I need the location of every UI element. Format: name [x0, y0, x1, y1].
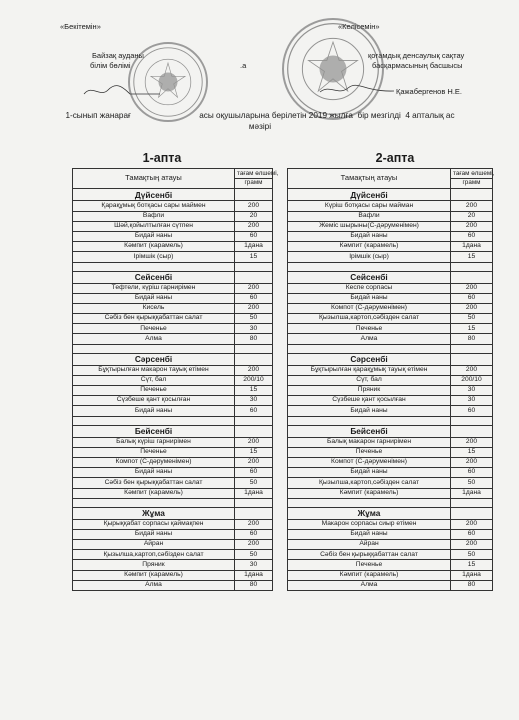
table-row: [288, 478, 493, 488]
spacer-row: [288, 344, 493, 353]
dish-quantity: 80: [235, 580, 273, 590]
dish-name: Қарақұмық ботқасы сары маймен: [73, 201, 235, 211]
dish-quantity: 20: [235, 211, 273, 221]
table-row: [73, 375, 273, 385]
dish-quantity: 200/10: [451, 375, 493, 385]
dish-quantity: 30: [235, 324, 273, 334]
table-row: [73, 478, 273, 488]
dish-name: Бидай наны: [288, 231, 451, 241]
dish-name: Сәбіз бен қырыққабаттан салат: [73, 478, 235, 488]
day-qty-blank: [451, 425, 493, 437]
dish-quantity: 30: [451, 396, 493, 406]
table-row: [73, 488, 273, 498]
table-row: [73, 570, 273, 580]
dish-name: Кеспе сорпасы: [288, 283, 451, 293]
day-row: [73, 425, 273, 437]
spacer-cell: [451, 416, 493, 425]
table-row: [73, 334, 273, 344]
seal-stamp-right: [282, 18, 384, 120]
dish-name: Қызылша,картоп,сәбізден салат: [288, 478, 451, 488]
dish-name: Кәмпит (карамель): [288, 242, 451, 252]
column-header-qty: тағам өлшемі,: [235, 169, 273, 179]
dish-name: Бидай наны: [288, 406, 451, 416]
spacer-row: [73, 262, 273, 271]
dish-name: Компот (С-дәруменімен): [288, 457, 451, 467]
table-row: [73, 386, 273, 396]
spacer-cell: [451, 344, 493, 353]
table-row: [288, 437, 493, 447]
dish-quantity: 60: [451, 231, 493, 241]
dish-quantity: 200: [451, 437, 493, 447]
dish-name: Бидай наны: [73, 529, 235, 539]
dish-quantity: 15: [235, 386, 273, 396]
dish-quantity: 200: [451, 283, 493, 293]
table-row: [73, 540, 273, 550]
column-header-name: Тамақтың атауы: [73, 169, 235, 189]
dish-quantity: 1дана: [235, 570, 273, 580]
dish-quantity: 80: [235, 334, 273, 344]
dish-quantity: 60: [235, 293, 273, 303]
dish-quantity: 80: [451, 580, 493, 590]
day-qty-blank: [235, 353, 273, 365]
dish-quantity: 50: [235, 314, 273, 324]
day-row: [288, 353, 493, 365]
left-org-line2: білім бөлімі: [90, 61, 131, 70]
table-row: [288, 221, 493, 231]
spacer-row: [73, 344, 273, 353]
dish-quantity: 60: [235, 468, 273, 478]
title-line1: 1-сынып жанарағ асы оқушыларына берілетін 2019 жылға бір мезгілді 4 апталық ас: [65, 111, 455, 120]
dish-quantity: 1дана: [451, 570, 493, 580]
dish-quantity: 60: [235, 529, 273, 539]
spacer-row: [288, 416, 493, 425]
left-org-line3: .а: [240, 61, 247, 70]
title-line2: мәзірі: [248, 122, 272, 131]
table-row: [288, 303, 493, 313]
dish-quantity: 200: [451, 303, 493, 313]
dish-name: Вафли: [73, 211, 235, 221]
spacer-row: [73, 416, 273, 425]
dish-quantity: 200: [451, 540, 493, 550]
table-row: [288, 211, 493, 221]
approve-left-label: «Бекітемін»: [60, 22, 101, 31]
table-header-row: [73, 169, 273, 179]
table-row: [288, 529, 493, 539]
spacer-cell: [288, 498, 451, 507]
table-row: [288, 283, 493, 293]
dish-name: Ірімшік (сыр): [288, 252, 451, 262]
dish-quantity: 80: [451, 334, 493, 344]
approval-left: [60, 22, 101, 32]
dish-name: Печенье: [73, 386, 235, 396]
dish-quantity: 60: [235, 406, 273, 416]
spacer-cell: [73, 262, 235, 271]
table-row: [288, 375, 493, 385]
column-unit: грамм: [451, 179, 493, 189]
dish-quantity: 15: [451, 252, 493, 262]
dish-quantity: 200: [451, 221, 493, 231]
table-row: [73, 283, 273, 293]
dish-quantity: 200: [235, 540, 273, 550]
table-row: [73, 221, 273, 231]
table-row: [288, 365, 493, 375]
approve-right-label: «Келісемін»: [338, 22, 380, 31]
day-qty-blank: [235, 189, 273, 201]
dish-quantity: 20: [451, 211, 493, 221]
dish-name: Бидай наны: [288, 468, 451, 478]
dish-name: Сүзбеше қант қосылған: [288, 396, 451, 406]
dish-quantity: 200: [235, 519, 273, 529]
dish-quantity: 30: [235, 396, 273, 406]
dish-quantity: 1дана: [235, 242, 273, 252]
table-row: [73, 406, 273, 416]
dish-name: Бидай наны: [288, 293, 451, 303]
dish-name: Бидай наны: [288, 529, 451, 539]
day-name: Бейсенбі: [73, 425, 235, 437]
dish-quantity: 60: [451, 406, 493, 416]
dish-name: Печенье: [288, 447, 451, 457]
table-row: [288, 570, 493, 580]
dish-quantity: 60: [451, 293, 493, 303]
dish-name: Шәй,қойылтылған сүтпен: [73, 221, 235, 231]
table-row: [288, 519, 493, 529]
spacer-cell: [73, 344, 235, 353]
day-qty-blank: [451, 271, 493, 283]
dish-quantity: 15: [235, 252, 273, 262]
dish-name: Қызылша,картоп,сәбізден салат: [288, 314, 451, 324]
dish-quantity: 200: [235, 221, 273, 231]
table-row: [288, 580, 493, 590]
dish-name: Сәбіз бен қырыққабаттан салат: [288, 550, 451, 560]
week2-title: 2-апта: [375, 151, 415, 165]
table-row: [288, 406, 493, 416]
spacer-cell: [235, 416, 273, 425]
dish-name: Кәмпит (карамель): [73, 570, 235, 580]
day-name: Жұма: [288, 507, 451, 519]
table-row: [73, 293, 273, 303]
dish-name: Бидай наны: [73, 231, 235, 241]
column-header-name: Тамақтың атауы: [288, 169, 451, 189]
dish-quantity: 200: [451, 201, 493, 211]
table-row: [288, 334, 493, 344]
table-row: [288, 457, 493, 467]
table-row: [73, 468, 273, 478]
dish-quantity: 50: [451, 314, 493, 324]
dish-quantity: 200: [235, 303, 273, 313]
dish-name: Қырыққабат сорпасы қаймақпен: [73, 519, 235, 529]
day-name: Сейсенбі: [73, 271, 235, 283]
dish-name: Вафли: [288, 211, 451, 221]
table-row: [288, 252, 493, 262]
dish-quantity: 50: [451, 550, 493, 560]
dish-quantity: 200: [451, 365, 493, 375]
day-row: [288, 507, 493, 519]
dish-name: Бұқтырылған қарақұмық тауық етімен: [288, 365, 451, 375]
table-row: [288, 314, 493, 324]
dish-quantity: 200: [235, 283, 273, 293]
table-row: [288, 324, 493, 334]
dish-name: Жеміс шырыны(С-дәруменімен): [288, 221, 451, 231]
dish-name: Печенье: [288, 324, 451, 334]
table-row: [73, 201, 273, 211]
table-row: [73, 580, 273, 590]
dish-name: Балық күріш гарнирімен: [73, 437, 235, 447]
day-name: Жұма: [73, 507, 235, 519]
dish-name: Сүт, бал: [288, 375, 451, 385]
day-name: Бейсенбі: [288, 425, 451, 437]
right-org-line1: қоғамдық денсаулық сақтау: [368, 51, 465, 60]
table-row: [288, 396, 493, 406]
dish-quantity: 60: [235, 231, 273, 241]
dish-name: Бұқтырылған макарон тауық етімен: [73, 365, 235, 375]
dish-quantity: 1дана: [451, 242, 493, 252]
table-header-row: [288, 169, 493, 179]
dish-quantity: 200: [235, 365, 273, 375]
dish-name: Сәбіз бен қырыққабаттан салат: [73, 314, 235, 324]
day-qty-blank: [451, 189, 493, 201]
dish-quantity: 1дана: [235, 488, 273, 498]
dish-name: Кәмпит (карамель): [73, 242, 235, 252]
week1-menu-table: [72, 168, 279, 591]
dish-name: Ірімшік (сыр): [73, 252, 235, 262]
table-row: [288, 201, 493, 211]
table-row: [288, 447, 493, 457]
dish-quantity: 60: [451, 468, 493, 478]
dish-name: Айран: [73, 540, 235, 550]
day-row: [73, 353, 273, 365]
day-row: [73, 189, 273, 201]
spacer-cell: [288, 344, 451, 353]
day-name: Дүйсенбі: [288, 189, 451, 201]
day-row: [288, 425, 493, 437]
left-org-line1: Байзақ ауданы: [92, 51, 144, 60]
day-name: Дүйсенбі: [73, 189, 235, 201]
spacer-cell: [235, 344, 273, 353]
dish-name: Қызылша,картоп,сәбізден салат: [73, 550, 235, 560]
right-signer: Қажабергенов Н.Е.: [396, 87, 462, 96]
dish-name: Бидай наны: [73, 468, 235, 478]
dish-quantity: 200: [451, 457, 493, 467]
dish-name: Кәмпит (карамель): [288, 488, 451, 498]
dish-quantity: 60: [451, 529, 493, 539]
day-qty-blank: [235, 507, 273, 519]
table-row: [73, 529, 273, 539]
table-row: [288, 488, 493, 498]
day-row: [288, 271, 493, 283]
dish-quantity: 30: [235, 560, 273, 570]
spacer-row: [288, 498, 493, 507]
day-qty-blank: [451, 353, 493, 365]
table-row: [73, 550, 273, 560]
dish-name: Сүзбеше қант қосылған: [73, 396, 235, 406]
table-row: [73, 252, 273, 262]
dish-name: Печенье: [288, 560, 451, 570]
dish-quantity: 50: [235, 550, 273, 560]
spacer-cell: [288, 416, 451, 425]
dish-name: Алма: [73, 580, 235, 590]
table-row: [73, 437, 273, 447]
table-row: [288, 293, 493, 303]
dish-name: Тефтели, күріш гарнирімен: [73, 283, 235, 293]
dish-quantity: 1дана: [451, 488, 493, 498]
spacer-row: [73, 498, 273, 507]
table-row: [73, 365, 273, 375]
table-row: [288, 468, 493, 478]
dish-quantity: 50: [451, 478, 493, 488]
dish-quantity: 200: [235, 457, 273, 467]
spacer-row: [288, 262, 493, 271]
document-title: [20, 110, 500, 132]
spacer-cell: [235, 498, 273, 507]
table-row: [73, 303, 273, 313]
dish-name: Пряник: [73, 560, 235, 570]
table-row: [288, 550, 493, 560]
dish-quantity: 15: [451, 560, 493, 570]
dish-quantity: 15: [451, 447, 493, 457]
table-row: [73, 560, 273, 570]
day-name: Сәрсенбі: [288, 353, 451, 365]
dish-quantity: 50: [235, 478, 273, 488]
dish-name: Бидай наны: [73, 406, 235, 416]
spacer-cell: [73, 498, 235, 507]
table-row: [73, 314, 273, 324]
dish-name: Алма: [288, 580, 451, 590]
dish-name: Кәмпит (карамель): [73, 488, 235, 498]
dish-name: Сүт, бал: [73, 375, 235, 385]
day-row: [73, 271, 273, 283]
day-qty-blank: [235, 271, 273, 283]
day-qty-blank: [451, 507, 493, 519]
table-row: [73, 519, 273, 529]
day-row: [73, 507, 273, 519]
dish-quantity: 200: [451, 519, 493, 529]
dish-name: Макарон сорпасы сиыр етімен: [288, 519, 451, 529]
day-name: Сейсенбі: [288, 271, 451, 283]
spacer-cell: [451, 262, 493, 271]
day-qty-blank: [235, 425, 273, 437]
week1-title: 1-апта: [142, 151, 182, 165]
right-org-line2: басқармасының басшысы: [372, 61, 463, 70]
table-row: [73, 396, 273, 406]
week2-menu-table: [287, 168, 493, 591]
column-unit: грамм: [235, 179, 273, 189]
spacer-cell: [73, 416, 235, 425]
table-row: [288, 242, 493, 252]
spacer-cell: [235, 262, 273, 271]
table-row: [73, 324, 273, 334]
dish-name: Алма: [288, 334, 451, 344]
table-row: [73, 457, 273, 467]
dish-name: Пряник: [288, 386, 451, 396]
dish-name: Компот (С-дәруменімен): [288, 303, 451, 313]
table-row: [73, 211, 273, 221]
table-row: [288, 560, 493, 570]
table-row: [288, 386, 493, 396]
table-row: [73, 242, 273, 252]
dish-name: Айран: [288, 540, 451, 550]
dish-quantity: 200: [235, 437, 273, 447]
table-row: [288, 231, 493, 241]
dish-name: Алма: [73, 334, 235, 344]
spacer-cell: [451, 498, 493, 507]
dish-quantity: 15: [235, 447, 273, 457]
dish-name: Компот (С-дәруменімен): [73, 457, 235, 467]
table-row: [73, 231, 273, 241]
dish-name: Печенье: [73, 447, 235, 457]
dish-quantity: 200: [235, 201, 273, 211]
table-row: [288, 540, 493, 550]
dish-quantity: 30: [451, 386, 493, 396]
dish-name: Кәмпит (карамель): [288, 570, 451, 580]
dish-quantity: 15: [451, 324, 493, 334]
day-row: [288, 189, 493, 201]
spacer-cell: [288, 262, 451, 271]
day-name: Сәрсенбі: [73, 353, 235, 365]
table-row: [73, 447, 273, 457]
column-header-qty: тағам өлшемі,: [451, 169, 493, 179]
dish-name: Бидай наны: [73, 293, 235, 303]
dish-name: Балық макарон гарнирімен: [288, 437, 451, 447]
dish-name: Печенье: [73, 324, 235, 334]
dish-name: Кисель: [73, 303, 235, 313]
dish-name: Күріш ботқасы сары майман: [288, 201, 451, 211]
dish-quantity: 200/10: [235, 375, 273, 385]
